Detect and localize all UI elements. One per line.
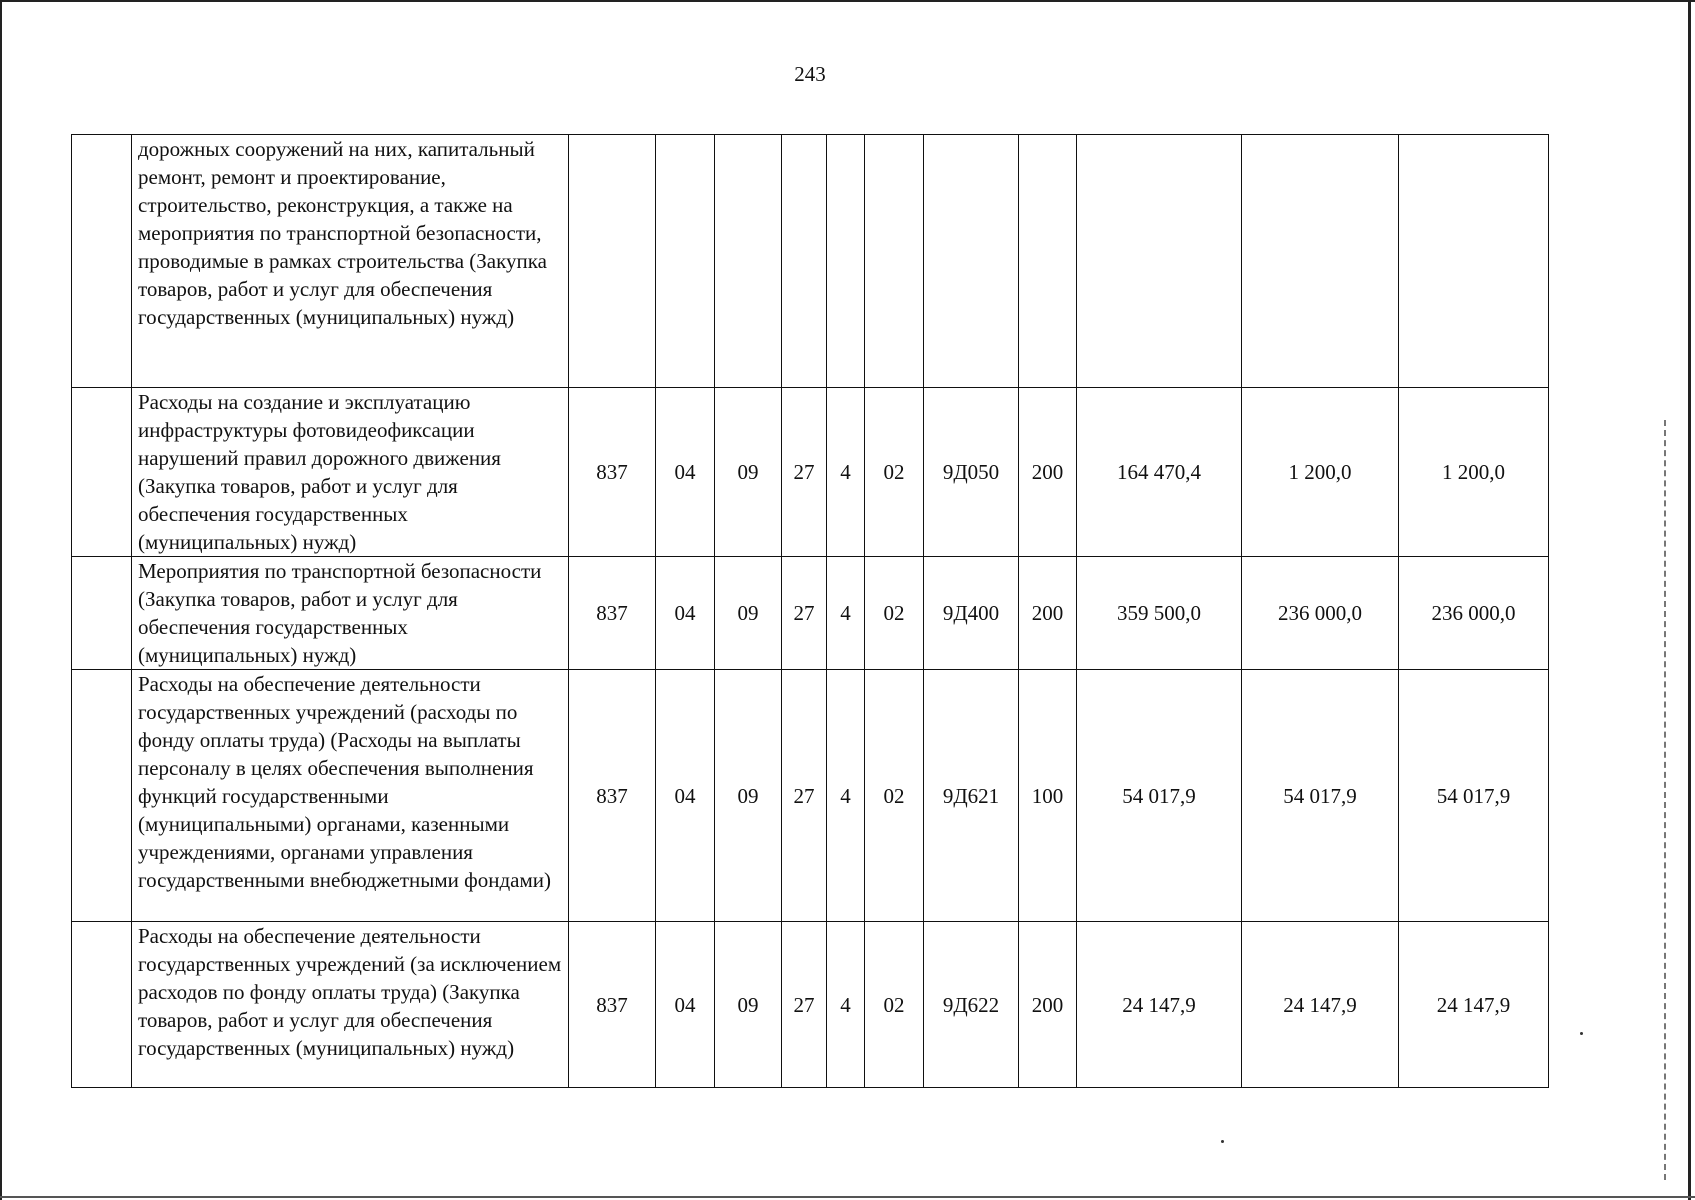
row-number-cell (72, 670, 132, 922)
scan-border-bottom (0, 1196, 1695, 1198)
amount-1-cell: 359 500,0 (1077, 557, 1242, 670)
scan-border-right (1688, 0, 1691, 1200)
scan-border-left (0, 0, 2, 1200)
expense-description-cell (132, 135, 569, 388)
expense-description: дорожных сооружений на них, капитальный ремонт, ремонт и проектирование, строительство, реконструкция, а также на мероприятия по транспортной безопасности, проводимые в рамках строительства (Закупка товаров, работ и услуг для обеспечения государственных (муниципальных) нужд) (138, 137, 547, 329)
program-code-cell: 27 (782, 922, 827, 1088)
budget-table (71, 134, 1549, 1088)
expense-type-cell (1019, 135, 1077, 388)
expense-description-cell (132, 557, 569, 670)
program-code-cell (782, 135, 827, 388)
expense-description: Расходы на создание и эксплуатацию инфраструктуры фотовидеофиксации нарушений правил дорожного движения (Закупка товаров, работ и услуг для обеспечения государственных (муниципальных) нужд) (138, 390, 501, 554)
direction-code-cell: 9Д400 (924, 557, 1019, 670)
event-code-cell: 02 (865, 557, 924, 670)
table-row (72, 388, 1549, 557)
ministry-code-cell: 837 (569, 388, 656, 557)
amount-3-cell: 1 200,0 (1399, 388, 1549, 557)
direction-code-cell: 9Д622 (924, 922, 1019, 1088)
amount-1-cell: 54 017,9 (1077, 670, 1242, 922)
amount-1-cell: 24 147,9 (1077, 922, 1242, 1088)
scan-border-top (0, 0, 1695, 2)
ministry-code-cell: 837 (569, 922, 656, 1088)
direction-code-cell (924, 135, 1019, 388)
expense-type-cell: 200 (1019, 557, 1077, 670)
expense-description-cell (132, 670, 569, 922)
table-row (72, 557, 1549, 670)
expense-description: Расходы на обеспечение деятельности государственных учреждений (за исключением расходов по фонду оплаты труда) (Закупка товаров, работ и услуг для обеспечения государственных (муниципальных) нужд) (138, 924, 562, 1060)
section-code-cell: 04 (656, 922, 715, 1088)
expense-type-cell: 100 (1019, 670, 1077, 922)
amount-2-cell: 24 147,9 (1242, 922, 1399, 1088)
ministry-code-cell: 837 (569, 557, 656, 670)
ministry-code-cell: 837 (569, 670, 656, 922)
amount-3-cell: 236 000,0 (1399, 557, 1549, 670)
scan-dashed-edge (1664, 420, 1666, 1180)
expense-type-cell: 200 (1019, 922, 1077, 1088)
subprogram-code-cell: 4 (827, 388, 865, 557)
expense-description: Мероприятия по транспортной безопасности (Закупка товаров, работ и услуг для обеспечения государственных (муниципальных) нужд) (138, 559, 542, 667)
ministry-code-cell (569, 135, 656, 388)
subsection-code-cell: 09 (715, 670, 782, 922)
row-number-cell (72, 388, 132, 557)
scan-speck (1580, 1032, 1583, 1035)
amount-2-cell: 236 000,0 (1242, 557, 1399, 670)
program-code-cell: 27 (782, 388, 827, 557)
event-code-cell: 02 (865, 388, 924, 557)
expense-description-cell (132, 922, 569, 1088)
section-code-cell (656, 135, 715, 388)
subprogram-code-cell: 4 (827, 670, 865, 922)
program-code-cell: 27 (782, 670, 827, 922)
amount-2-cell: 1 200,0 (1242, 388, 1399, 557)
subsection-code-cell: 09 (715, 388, 782, 557)
expense-type-cell: 200 (1019, 388, 1077, 557)
event-code-cell: 02 (865, 670, 924, 922)
amount-3-cell: 24 147,9 (1399, 922, 1549, 1088)
subsection-code-cell: 09 (715, 922, 782, 1088)
amount-1-cell (1077, 135, 1242, 388)
subsection-code-cell (715, 135, 782, 388)
amount-3-cell: 54 017,9 (1399, 670, 1549, 922)
amount-2-cell: 54 017,9 (1242, 670, 1399, 922)
expense-description: Расходы на обеспечение деятельности государственных учреждений (расходы по фонду оплаты труда) (Расходы на выплаты персоналу в целях обеспечения выполнения функций государственными (муниципальными) органами, казенными учреждениями, органами управления государственными внебюджетными фондами) (138, 672, 552, 892)
program-code-cell: 27 (782, 557, 827, 670)
subprogram-code-cell (827, 135, 865, 388)
amount-3-cell (1399, 135, 1549, 388)
scan-speck (1221, 1140, 1224, 1143)
event-code-cell (865, 135, 924, 388)
table-row (72, 922, 1549, 1088)
row-number-cell (72, 135, 132, 388)
section-code-cell: 04 (656, 670, 715, 922)
table-row (72, 135, 1549, 388)
subprogram-code-cell: 4 (827, 557, 865, 670)
direction-code-cell: 9Д621 (924, 670, 1019, 922)
subsection-code-cell: 09 (715, 557, 782, 670)
direction-code-cell: 9Д050 (924, 388, 1019, 557)
amount-2-cell (1242, 135, 1399, 388)
page-number: 243 (794, 62, 826, 86)
event-code-cell: 02 (865, 922, 924, 1088)
expense-description-cell (132, 388, 569, 557)
table-row (72, 670, 1549, 922)
section-code-cell: 04 (656, 388, 715, 557)
row-number-cell (72, 922, 132, 1088)
row-number-cell (72, 557, 132, 670)
section-code-cell: 04 (656, 557, 715, 670)
amount-1-cell: 164 470,4 (1077, 388, 1242, 557)
subprogram-code-cell: 4 (827, 922, 865, 1088)
